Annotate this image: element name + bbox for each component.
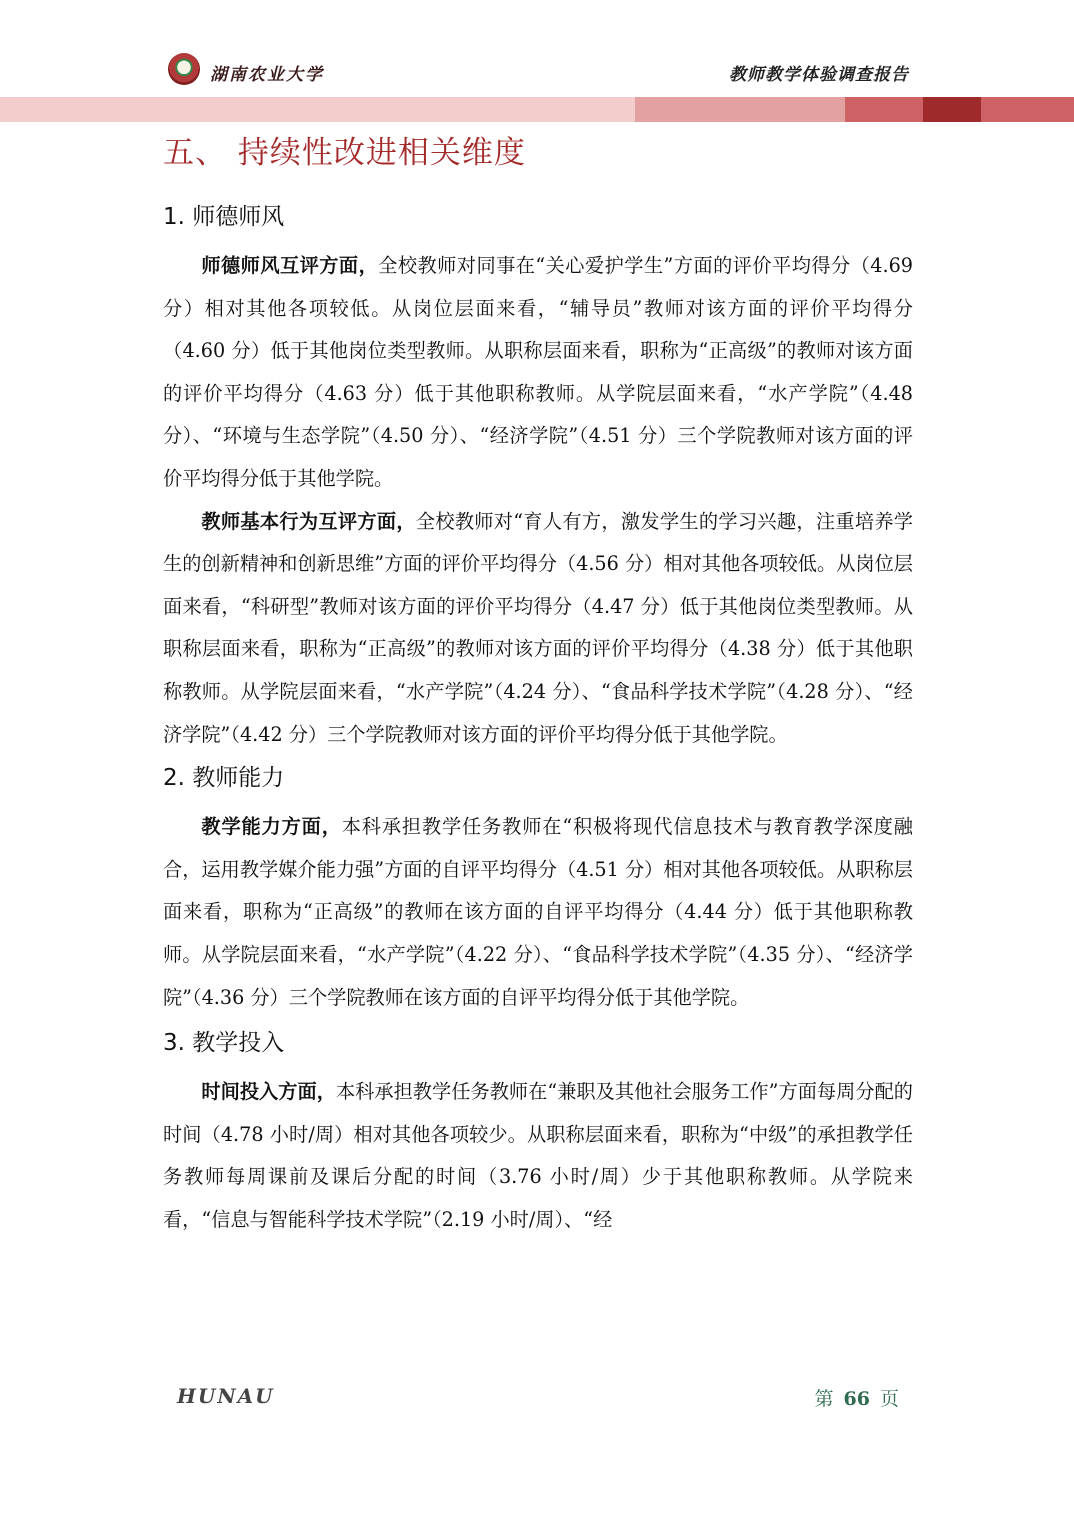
header-band-red [845, 97, 923, 122]
page-prefix: 第 [814, 1388, 834, 1410]
paragraph-text: 全校教师对“育人有方，激发学生的学习兴趣，注重培养学生的创新精神和创新思维”方面的评价平均得分（4.56 分）相对其他各项较低。从岗位层面来看，“科研型”教师对该方面的评价平均得分（4.47 分）低于其他岗位类型教师。从职称层面来看，职称为“正高级”的教师对该方面的评价平均得分（4.38 分）低于其他职称教师。从学院层面来看，“水产学院”（4.24 分）、“食品科学技术学院”（4.28 分）、“经济学院”（4.42 分）三个学院教师对该方面的评价平均得分低于其他学院。 [163, 509, 913, 746]
university-seal-icon [168, 53, 200, 85]
chapter-title: 五、 持续性改进相关维度 [163, 135, 526, 171]
paragraph-lead: 教师基本行为互评方面， [201, 509, 416, 533]
page-header [0, 0, 1074, 125]
footer-logo: HUNAU [177, 1384, 275, 1408]
paragraph-text: 本科承担教学任务教师在“积极将现代信息技术与教育教学深度融合，运用教学媒介能力强”方面的自评平均得分（4.51 分）相对其他各项较低。从职称层面来看，职称为“正高级”的教师在该方面的自评平均得分（4.44 分）低于其他职称教师。从学院层面来看，“水产学院”（4.22 分）、“食品科学技术学院”（4.35 分）、“经济学院”（4.36 分）三个学院教师在该方面的自评平均得分低于其他学院。 [163, 815, 913, 1009]
header-band-mid [635, 97, 845, 122]
section-title-investment: 3. 教学投入 [163, 1030, 285, 1057]
paragraph-lead: 师德师风互评方面， [201, 254, 379, 277]
section-title-ethics: 1. 师德师风 [163, 204, 285, 230]
paragraph-text: 全校教师对同事在“关心爱护学生”方面的评价平均得分（4.69 分）相对其他各项较低。从岗位层面来看，“辅导员”教师对该方面的评价平均得分（4.60 分）低于其他岗位类型教师。从职称层面来看，职称为“正高级”的教师对该方面的评价平均得分（4.63 分）低于其他职称教师。从学院层面来看，“水产学院”（4.48 分）、“环境与生态学院”（4.50 分）、“经济学院”（4.51 分）三个学院教师对该方面的评价平均得分低于其他学院。 [163, 254, 914, 490]
section-title-ability: 2. 教师能力 [163, 765, 285, 792]
page-number [815, 1384, 899, 1411]
paragraph-lead: 时间投入方面， [201, 1080, 336, 1104]
page-content [163, 128, 913, 1241]
report-title: 教师教学体验调查报告 [729, 65, 909, 85]
header-band-red-right [981, 97, 1074, 122]
paragraph [163, 806, 913, 1019]
paragraph [163, 245, 913, 501]
university-name: 湖南农业大学 [210, 65, 324, 85]
paragraph [163, 501, 913, 757]
page-number-value: 66 [843, 1388, 870, 1410]
paragraph-lead: 教学能力方面， [201, 815, 342, 839]
paragraph-text: 本科承担教学任务教师在“兼职及其他社会服务工作”方面每周分配的时间（4.78 小时/周）相对其他各项较少。从职称层面来看，职称为“中级”的承担教学任务教师每周课前及课后分配的时间（3.76 小时/周）少于其他职称教师。从学院来看，“信息与智能科学技术学院”（2.19 小时/周）、“经 [163, 1080, 913, 1231]
paragraph [163, 1071, 913, 1241]
header-band-light [0, 97, 635, 122]
page-suffix: 页 [879, 1388, 899, 1410]
header-band-dark [923, 97, 981, 122]
